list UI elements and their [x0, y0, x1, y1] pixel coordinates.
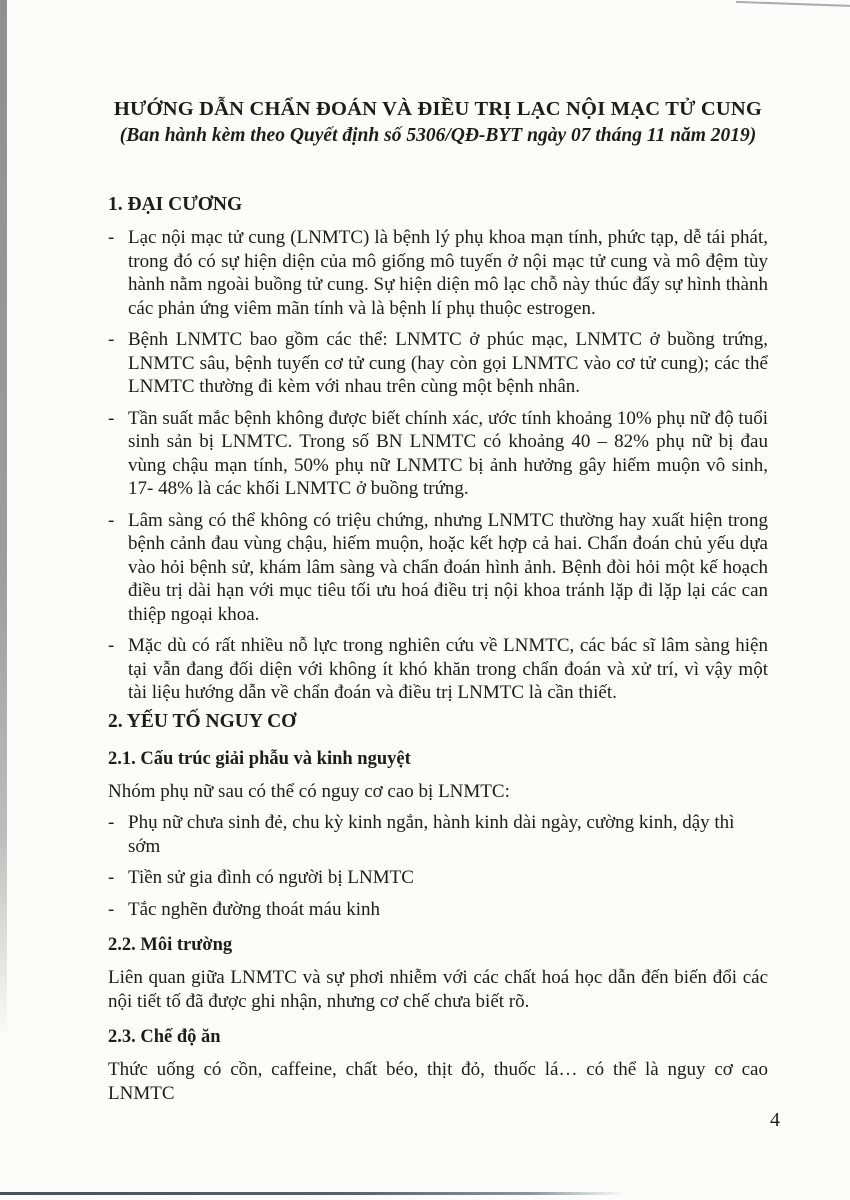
- bullet-text: Tắc nghẽn đường thoát máu kinh: [128, 898, 380, 920]
- bullet-text: Phụ nữ chưa sinh đẻ, chu kỳ kinh ngắn, hành kinh dài ngày, cường kinh, dậy thì sớm: [128, 812, 735, 857]
- bullet-dash-marker: -: [108, 812, 115, 833]
- bullet-text: Bệnh LNMTC bao gồm các thể: LNMTC ở phúc mạc, LNMTC ở buồng trứng, LNMTC sâu, bệnh tuyến cơ tử cung (hay còn gọi LNMTC vào cơ tử cung); các thể LNMTC thường đi kèm với nhau trên cùng một bệnh nhân.: [128, 329, 768, 397]
- scan-edge-left-artifact: [0, 0, 7, 1040]
- bullet-dash-marker: -: [108, 227, 115, 248]
- bullet-text: Tiền sử gia đình có người bị LNMTC: [128, 867, 414, 888]
- doc-subtitle: (Ban hành kèm theo Quyết định số 5306/QĐ-BYT ngày 07 tháng 11 năm 2019): [119, 125, 757, 146]
- subsection-2-2-heading: 2.2. Môi trường: [108, 935, 233, 955]
- bullet-text: Lạc nội mạc tử cung (LNMTC) là bệnh lý phụ khoa mạn tính, phức tạp, dễ tái phát, trong đó có sự hiện diện của mô giống mô tuyến ở nội mạc tử cung và mô đệm tùy hành nằm ngoài buồng tử cung. Sự hiện diện mô lạc chỗ này thúc đẩy sự hình thành các phản ứng viêm mãn tính và là bệnh lí phụ thuộc estrogen.: [128, 227, 768, 319]
- scan-edge-bottom-artifact: [0, 1192, 625, 1195]
- bullet-item: [108, 509, 768, 627]
- bullet-item: [108, 407, 768, 501]
- bullet-item: [108, 811, 768, 858]
- document-content: [108, 96, 768, 1105]
- subsection-2-3-heading: 2.3. Chế độ ăn: [108, 1027, 221, 1047]
- bullet-item: [108, 866, 768, 890]
- bullet-dash-marker: -: [108, 867, 115, 888]
- subsection-2-1-intro: Nhóm phụ nữ sau có thể có nguy cơ cao bị LNMTC:: [108, 780, 510, 802]
- subsection-2-1-heading: 2.1. Cấu trúc giải phẫu và kinh nguyệt: [108, 748, 411, 769]
- subsection-2-1-bullet-list: [108, 811, 768, 921]
- bullet-text: Mặc dù có rất nhiều nỗ lực trong nghiên cứu về LNMTC, các bác sĩ lâm sàng hiện tại vẫn đang đối diện với không ít khó khăn trong chẩn đoán và xử trí, vì vậy một tài liệu hướng dẫn về chẩn đoán và điều trị LNMTC là cần thiết.: [128, 635, 768, 703]
- bullet-text: Tần suất mắc bệnh không được biết chính xác, ước tính khoảng 10% phụ nữ độ tuổi sinh sản bị LNMTC. Trong số BN LNMTC có khoảng 40 – 82% phụ nữ bị đau vùng chậu mạn tính, 50% phụ nữ LNMTC bị ảnh hưởng gây hiếm muộn vô sinh, 17- 48% là các khối LNMTC ở buồng trứng.: [128, 407, 768, 499]
- section-1-heading: 1. ĐẠI CƯƠNG: [108, 194, 243, 215]
- bullet-text: Lâm sàng có thể không có triệu chứng, nhưng LNMTC thường hay xuất hiện trong bệnh cảnh đau vùng chậu, hiếm muộn, hoặc kết hợp cả hai. Chẩn đoán chủ yếu dựa vào hỏi bệnh sử, khám lâm sàng và chẩn đoán hình ảnh. Bệnh đòi hỏi một kế hoạch điều trị dài hạn với mục tiêu tối ưu hoá điều trị nội khoa tránh lặp đi lặp lại các can thiệp ngoại khoa.: [128, 509, 768, 625]
- bullet-dash-marker: -: [108, 509, 115, 531]
- bullet-dash-marker: -: [108, 898, 115, 920]
- bullet-item: [108, 226, 768, 320]
- bullet-dash-marker: -: [108, 407, 115, 429]
- bullet-dash-marker: -: [108, 635, 115, 656]
- subsection-2-2-paragraph: Liên quan giữa LNMTC và sự phơi nhiễm với các chất hoá học dẫn đến biến đổi các nội tiết tố đã được ghi nhận, nhưng cơ chế chưa biết rõ.: [108, 967, 768, 1012]
- bullet-item: [108, 898, 768, 922]
- bullet-item: [108, 328, 768, 399]
- scan-edge-top-right-artifact: [736, 1, 850, 7]
- bullet-item: [108, 634, 768, 705]
- section-2-heading: 2. YẾU TỐ NGUY CƠ: [108, 710, 297, 732]
- section-1-bullet-list: [108, 226, 768, 705]
- page-number: 4: [770, 1109, 780, 1131]
- bullet-dash-marker: -: [108, 329, 115, 350]
- doc-title: HƯỚNG DẪN CHẨN ĐOÁN VÀ ĐIỀU TRỊ LẠC NỘI MẠC TỬ CUNG: [113, 98, 763, 120]
- subsection-2-3-paragraph: Thức uống có cồn, caffeine, chất béo, thịt đỏ, thuốc lá… có thể là nguy cơ cao LNMTC: [108, 1059, 768, 1104]
